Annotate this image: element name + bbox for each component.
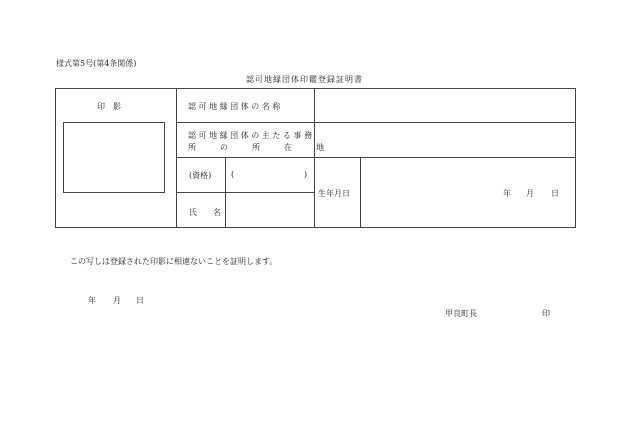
certification-text: この写しは登録された印影に相違ないことを証明します。 [70, 257, 278, 266]
birth-month: 月 [526, 189, 534, 198]
issuer-seal: 印 [542, 309, 550, 318]
birth-day: 日 [551, 189, 559, 198]
table-row-divider-2 [176, 157, 576, 158]
qualification-paren-close: ) [304, 170, 308, 179]
seal-label: 印 影 [97, 102, 121, 111]
table-row-divider-1 [176, 122, 576, 123]
office-label-line1: 認 可 地 縁 団 体 の 主 た る 事 務 [188, 131, 312, 140]
org-name-label: 認 可 地 縁 団 体 の 名 称 [188, 102, 281, 111]
table-divider-seal [176, 88, 177, 228]
issue-month: 月 [113, 296, 121, 305]
issuer-mayor: 甲良町長 [445, 309, 477, 318]
table-row-divider-3 [176, 192, 314, 193]
issue-year: 年 [88, 296, 96, 305]
qualification-paren-open: ( [231, 170, 235, 179]
document-title: 認可地縁団体印鑑登録証明書 [246, 75, 363, 84]
birth-year: 年 [503, 189, 511, 198]
issue-day: 日 [136, 296, 144, 305]
office-label-line2: 所 の 所 在 地 [188, 143, 324, 152]
table-divider-label [314, 88, 315, 228]
form-number: 様式第5号(第4条関係) [56, 59, 137, 68]
table-divider-birth [360, 157, 361, 228]
birth-label: 生年月日 [318, 189, 350, 198]
seal-impression-box [63, 122, 165, 193]
qualification-label: (資格) [189, 171, 212, 180]
name-label: 氏 名 [189, 208, 221, 217]
